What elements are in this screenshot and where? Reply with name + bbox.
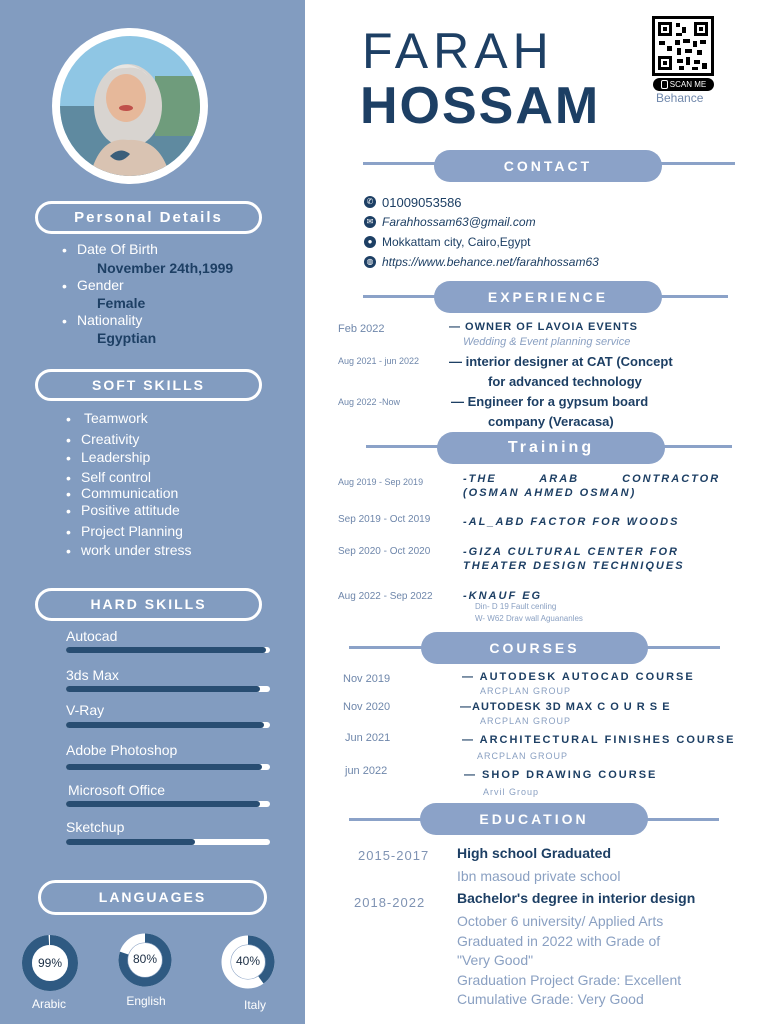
training-date: Aug 2019 - Sep 2019: [338, 477, 424, 487]
nationality-label: Nationality: [77, 312, 143, 328]
experience-title: — OWNER OF LAVOIA EVENTS: [449, 321, 639, 333]
education-detail: "Very Good": [457, 952, 534, 968]
education-title: High school Graduated: [457, 845, 612, 861]
experience-date: Feb 2022: [338, 323, 385, 335]
experience-subtitle: Wedding & Event planning service: [463, 336, 631, 348]
training-date: Sep 2019 - Oct 2019: [338, 514, 431, 525]
soft-skill-item: Positive attitude: [81, 502, 180, 518]
bullet: •: [62, 278, 67, 294]
language-name: Italy: [243, 998, 266, 1012]
training-note: Din- D 19 Fault cenling: [475, 602, 557, 611]
soft-skill-item: work under stress: [81, 542, 192, 558]
scan-me-badge: [653, 78, 714, 91]
bullet: •: [66, 432, 71, 448]
phone-icon: ✆: [364, 196, 376, 208]
skill-bar-fill: [66, 722, 264, 728]
soft-skill-item: Project Planning: [81, 523, 183, 539]
course-title: — ARCHITECTURAL FINISHES COURSE: [462, 734, 736, 746]
soft-skill-item: Teamwork: [84, 410, 148, 426]
email-icon: ✉: [364, 216, 376, 228]
education-heading: EDUCATION: [420, 803, 648, 835]
skill-bar-fill: [66, 839, 195, 845]
hard-skills-title: HARD SKILLS: [90, 596, 207, 612]
bullet: •: [66, 450, 71, 466]
personal-details-heading: [35, 201, 262, 234]
skill-name: Autocad: [66, 628, 118, 644]
education-detail: October 6 university/ Applied Arts: [457, 913, 664, 929]
soft-skill-item: Creativity: [81, 431, 140, 447]
education-detail: Graduation Project Grade: Excellent: [457, 972, 682, 988]
training-title: -GIZA CULTURAL CENTER FOR: [463, 546, 680, 558]
training-title: -KNAUF EG: [463, 590, 543, 602]
hard-skills-heading: [35, 588, 262, 621]
training-date: Sep 2020 - Oct 2020: [338, 546, 431, 557]
personal-details-title: Personal Details: [74, 209, 223, 226]
skill-bar-fill: [66, 764, 262, 770]
last-name: HOSSAM: [360, 77, 601, 135]
skill-bar-fill: [66, 801, 260, 807]
address: Mokkattam city, Cairo,Egypt: [382, 235, 531, 249]
language-name: English: [126, 994, 166, 1008]
skill-bar: [66, 686, 270, 692]
languages-title: LANGUAGES: [98, 889, 207, 905]
skill-bar: [66, 764, 270, 770]
contact-heading: CONTACT: [434, 150, 662, 182]
bullet: •: [62, 242, 67, 258]
training-date: Aug 2022 - Sep 2022: [338, 591, 433, 602]
sidebar: [0, 0, 305, 1024]
course-provider: ARCPLAN GROUP: [477, 751, 569, 761]
course-date: jun 2022: [345, 765, 388, 777]
soft-skill-item: Self control: [81, 469, 152, 485]
experience-date: Aug 2022 -Now: [338, 397, 401, 407]
language-percent: 99%: [37, 956, 63, 970]
dob-label: Date Of Birth: [77, 241, 158, 257]
bullet: •: [66, 503, 71, 519]
qr-code[interactable]: [652, 16, 714, 76]
soft-skill-item: Communication: [81, 485, 179, 501]
course-date: Nov 2020: [343, 701, 391, 713]
experience-title-cont: company (Veracasa): [488, 414, 614, 429]
language-percent: 40%: [235, 954, 261, 968]
bullet: •: [66, 470, 71, 486]
experience-date: Aug 2021 - jun 2022: [338, 356, 420, 366]
course-title: — SHOP DRAWING COURSE: [464, 769, 658, 781]
phone-icon: [661, 80, 668, 89]
bullet: •: [66, 524, 71, 540]
soft-skills-heading: [35, 369, 262, 401]
skill-bar: [66, 801, 270, 807]
profile-photo: [60, 36, 200, 176]
course-provider: ARCPLAN GROUP: [480, 686, 572, 696]
bullet: •: [66, 411, 71, 427]
experience-title: — Engineer for a gypsum board: [451, 394, 649, 409]
gender-label: Gender: [77, 277, 124, 293]
education-date: 2015-2017: [358, 848, 430, 863]
skill-name: Sketchup: [66, 819, 125, 835]
training-title-cont: THEATER DESIGN TECHNIQUES: [463, 560, 685, 572]
skill-bar-fill: [66, 686, 260, 692]
education-detail: Graduated in 2022 with Grade of: [457, 933, 661, 949]
training-heading: Training: [437, 432, 665, 464]
gender-value: Female: [97, 295, 146, 311]
skill-bar: [66, 839, 270, 845]
profile-photo-frame: [52, 28, 208, 184]
soft-skill-item: Leadership: [81, 449, 151, 465]
location-icon: ●: [364, 236, 376, 248]
language-name: Arabic: [31, 997, 66, 1011]
training-title: -AL_ABD FACTOR FOR WOODS: [463, 516, 680, 528]
course-date: Nov 2019: [343, 673, 391, 685]
course-title: — AUTODESK AUTOCAD COURSE: [462, 671, 695, 683]
education-title: Bachelor's degree in interior design: [457, 890, 696, 906]
globe-icon: ◍: [364, 256, 376, 268]
language-percent: 80%: [132, 952, 158, 966]
course-title: —AUTODESK 3D MAX C O U R S E: [460, 701, 671, 713]
education-detail: Ibn masoud private school: [457, 868, 621, 884]
course-provider: Arvil Group: [483, 787, 540, 797]
courses-heading: COURSES: [421, 632, 648, 664]
skill-name: Adobe Photoshop: [66, 742, 178, 758]
training-title: -THE ARAB CONTRACTOR: [463, 473, 721, 485]
behance-label[interactable]: Behance: [656, 91, 704, 105]
bullet: •: [62, 313, 67, 329]
course-provider: ARCPLAN GROUP: [480, 716, 572, 726]
education-detail: Cumulative Grade: Very Good: [457, 991, 644, 1007]
phone-number[interactable]: 01009053586: [382, 195, 462, 210]
skill-name: Microsoft Office: [68, 782, 165, 798]
skill-name: V-Ray: [66, 702, 105, 718]
skill-bar: [66, 647, 270, 653]
website-link[interactable]: https://www.behance.net/farahhossam63: [382, 255, 599, 269]
course-date: Jun 2021: [345, 732, 391, 744]
email-address[interactable]: Farahhossam63@gmail.com: [382, 215, 536, 229]
experience-title-cont: for advanced technology: [488, 374, 642, 389]
skill-name: 3ds Max: [66, 667, 119, 683]
training-note: W- W62 Drav wall Aguananles: [475, 614, 583, 623]
bullet: •: [66, 543, 71, 559]
skill-bar: [66, 722, 270, 728]
dob-value: November 24th,1999: [97, 260, 234, 276]
nationality-value: Egyptian: [97, 330, 157, 346]
bullet: •: [66, 486, 71, 502]
experience-heading: EXPERIENCE: [434, 281, 662, 313]
soft-skills-title: SOFT SKILLS: [92, 377, 205, 393]
skill-bar-fill: [66, 647, 266, 653]
first-name: FARAH: [362, 23, 554, 79]
languages-heading: [38, 880, 267, 915]
education-date: 2018-2022: [354, 895, 426, 910]
scan-me-label: SCAN ME: [669, 80, 707, 89]
experience-title: — interior designer at CAT (Concept: [449, 354, 673, 369]
training-title-cont: (OSMAN AHMED OSMAN): [463, 487, 637, 499]
